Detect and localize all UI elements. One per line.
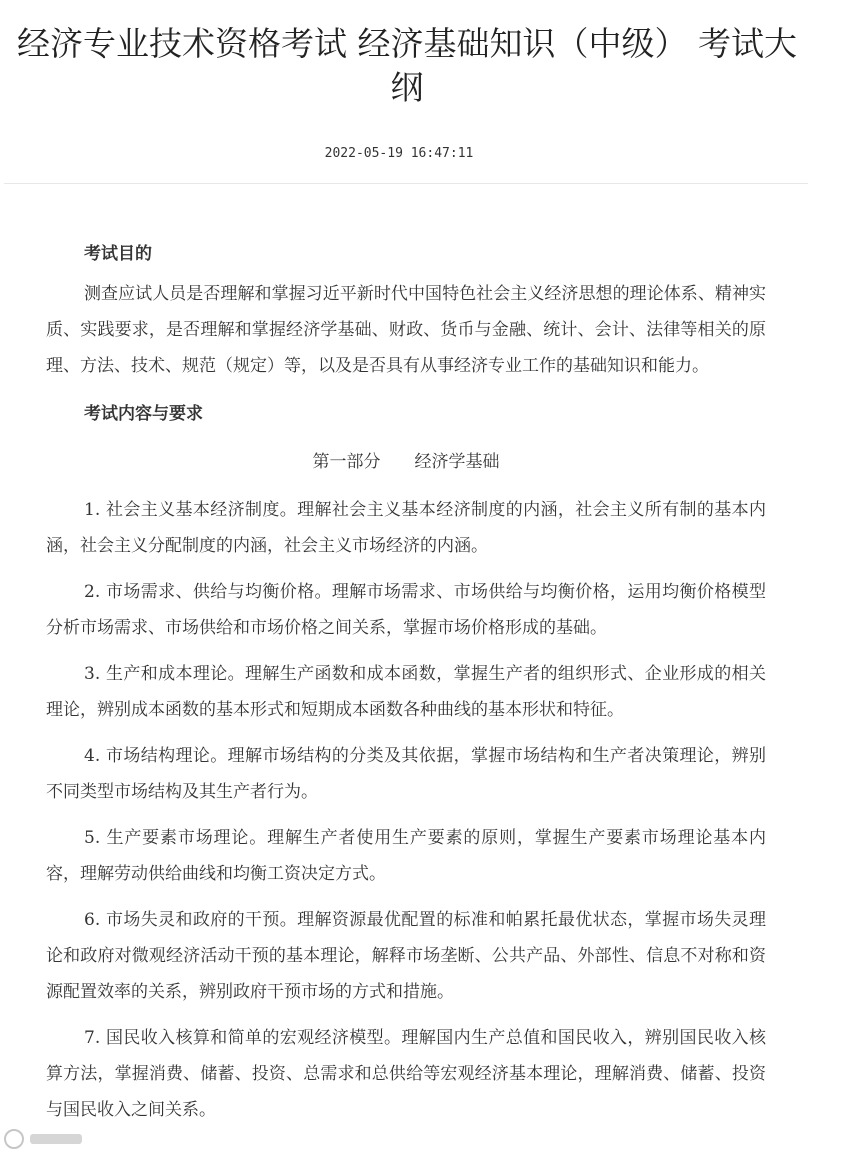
article-title: 经济专业技术资格考试 经济基础知识（中级） 考试大纲 (17, 24, 797, 107)
part-title: 第一部分 经济学基础 (312, 452, 500, 472)
list-item: 5. 生产要素市场理论。理解生产者使用生产要素的原则，掌握生产要素市场理论基本内容，理解劳动供给曲线和均衡工资决定方式。 (46, 828, 766, 884)
watermark-logo-icon (4, 1129, 24, 1149)
purpose-paragraph: 测查应试人员是否理解和掌握习近平新时代中国特色社会主义经济思想的理论体系、精神实质、实践要求，是否理解和掌握经济学基础、财政、货币与金融、统计、会计、法律等相关的原理、方法、技术、规范（规定）等，以及是否具有从事经济专业工作的基础知识和能力。 (46, 284, 766, 376)
watermark-text-mark (30, 1134, 82, 1144)
list-item: 4. 市场结构理论。理解市场结构的分类及其依据，掌握市场结构和生产者决策理论，辨别不同类型市场结构及其生产者行为。 (46, 746, 766, 802)
content-heading: 考试内容与要求 (84, 404, 203, 424)
publish-date: 2022-05-19 16:47:11 (324, 146, 474, 161)
list-item: 6. 市场失灵和政府的干预。理解资源最优配置的标准和帕累托最优状态，掌握市场失灵理论和政府对微观经济活动干预的基本理论，解释市场垄断、公共产品、外部性、信息不对称和资源配置效率的关系，辨别政府干预市场的方式和措施。 (46, 910, 766, 1002)
purpose-heading: 考试目的 (84, 244, 152, 264)
watermark (0, 1126, 82, 1152)
article-body (46, 232, 766, 1138)
title-divider (4, 183, 808, 184)
list-item: 7. 国民收入核算和简单的宏观经济模型。理解国内生产总值和国民收入，辨别国民收入核算方法，掌握消费、储蓄、投资、总需求和总供给等宏观经济基本理论，理解消费、储蓄、投资与国民收入之间关系。 (46, 1028, 766, 1120)
list-item: 2. 市场需求、供给与均衡价格。理解市场需求、市场供给与均衡价格，运用均衡价格模型分析市场需求、市场供给和市场价格之间关系，掌握市场价格形成的基础。 (46, 582, 766, 638)
list-item: 3. 生产和成本理论。理解生产函数和成本函数，掌握生产者的组织形式、企业形成的相关理论，辨别成本函数的基本形式和短期成本函数各种曲线的基本形状和特征。 (46, 664, 766, 720)
list-item: 1. 社会主义基本经济制度。理解社会主义基本经济制度的内涵，社会主义所有制的基本内涵，社会主义分配制度的内涵，社会主义市场经济的内涵。 (46, 500, 766, 556)
